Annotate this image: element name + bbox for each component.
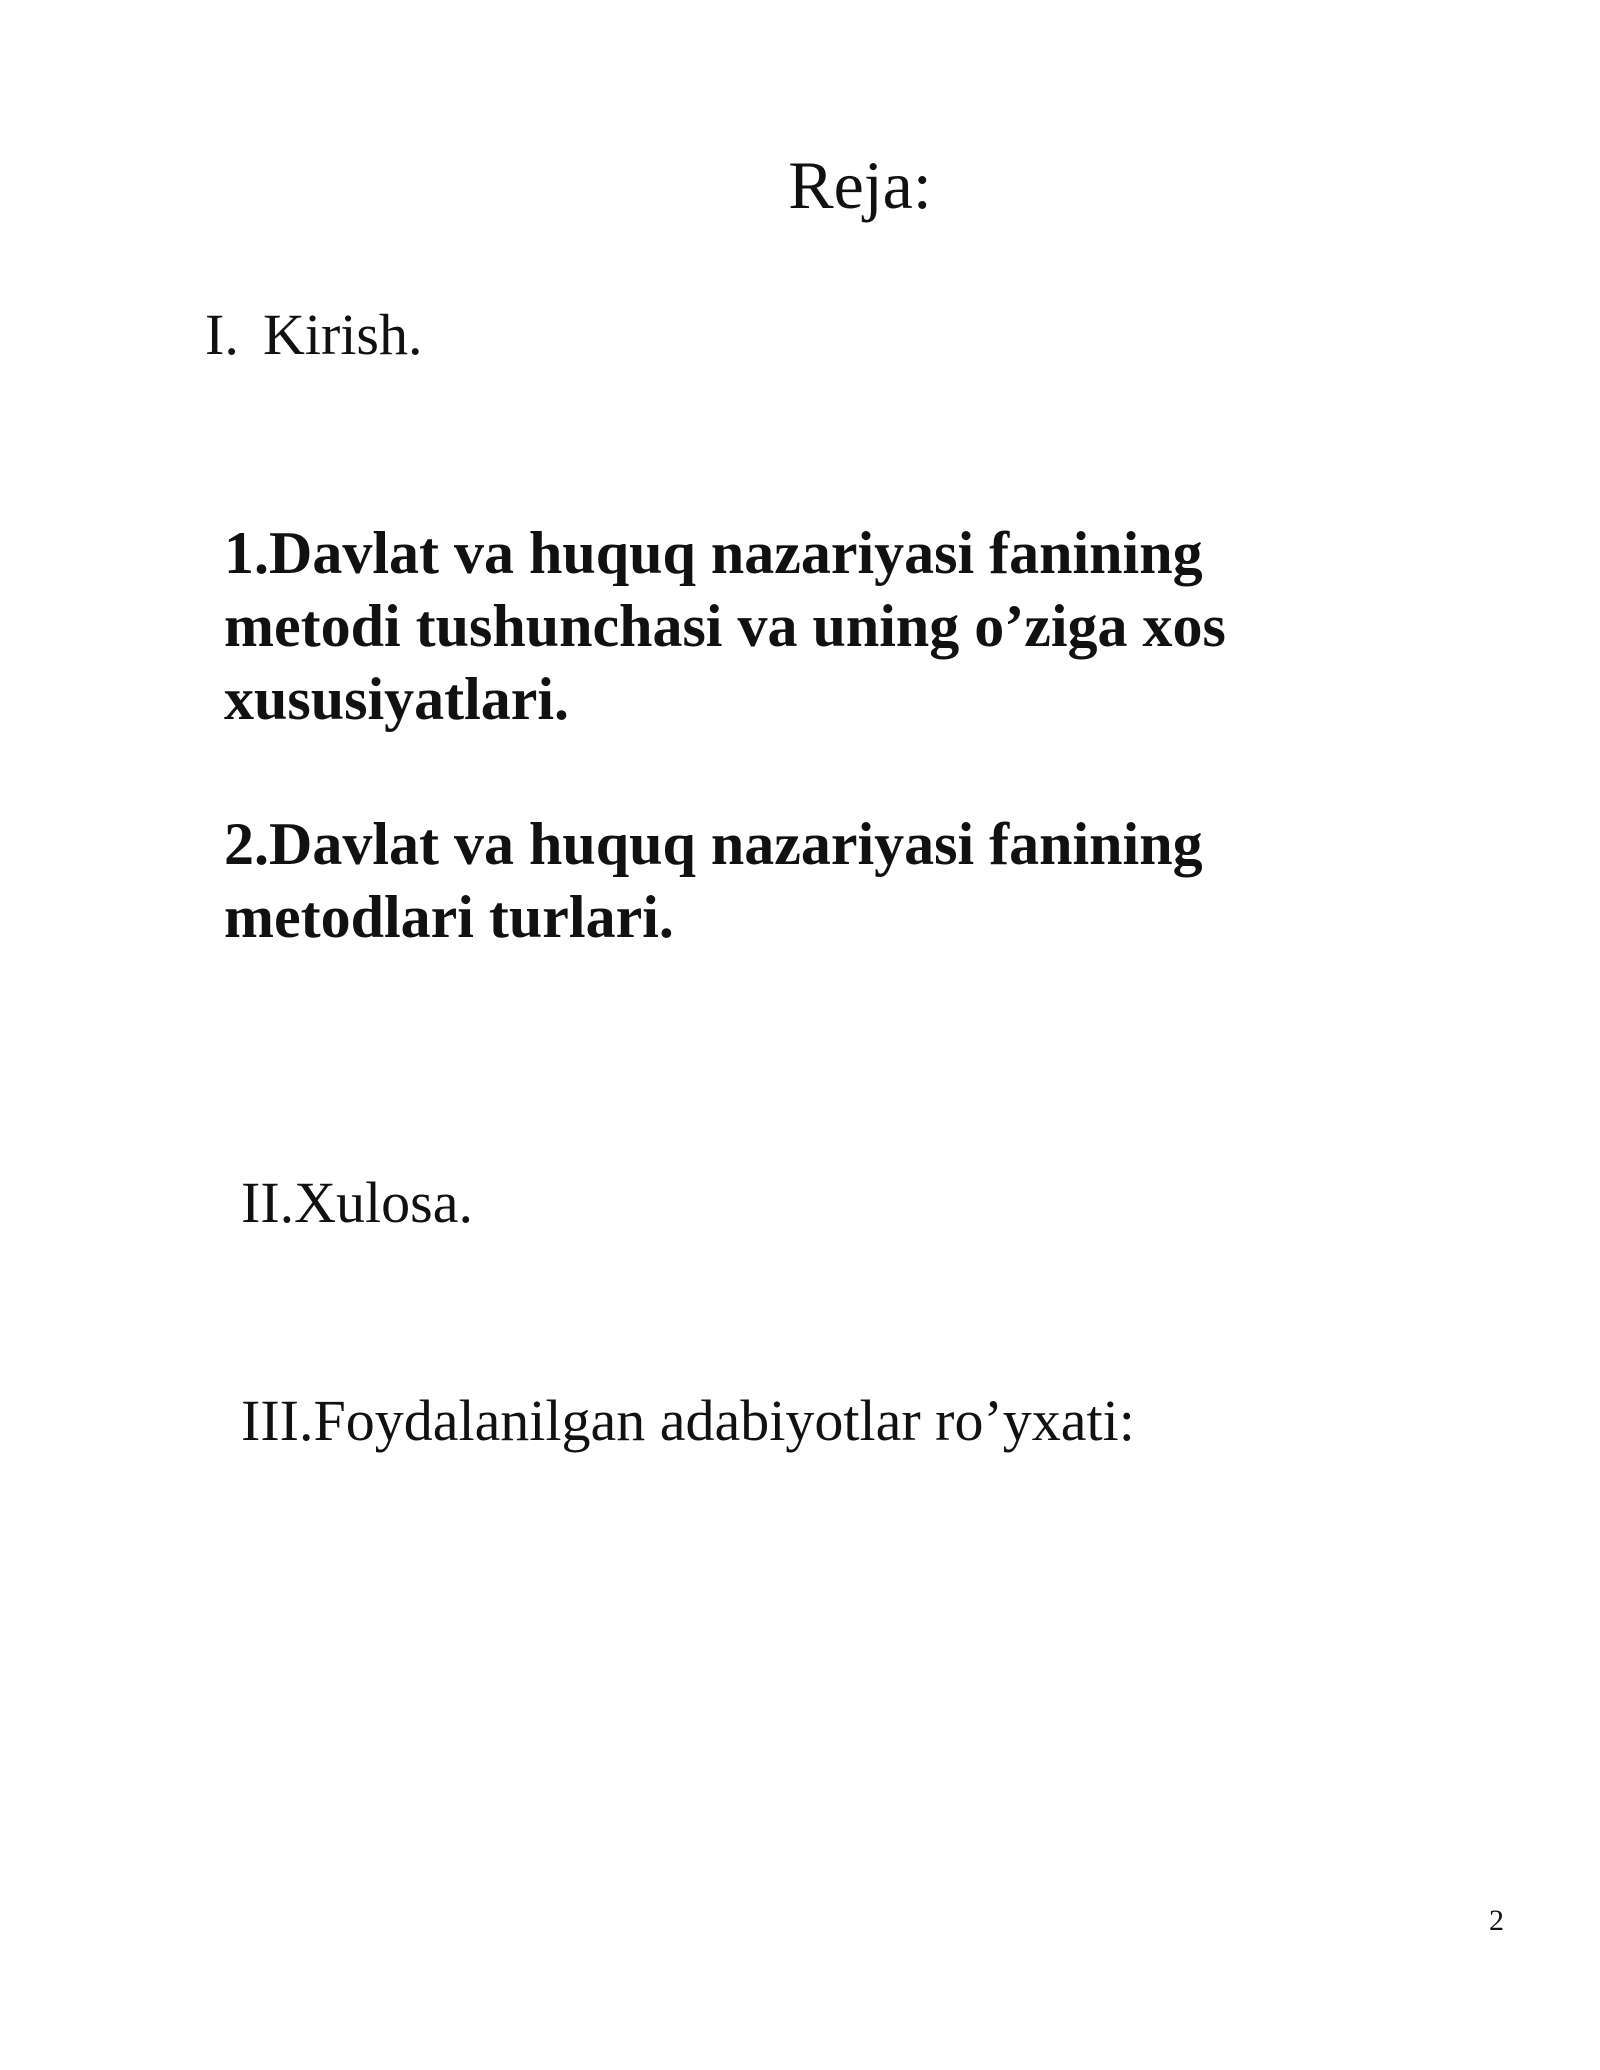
section-intro-numeral: I. (205, 302, 239, 367)
page-title: Reja: (788, 147, 932, 223)
plan-point-2 (224, 808, 1374, 954)
plan-point-2-text: Davlat va huquq nazariyasi fanining metodlari turlari. (224, 811, 1203, 950)
section-references (241, 1388, 1135, 1455)
section-conclusion-numeral: II. (241, 1170, 295, 1235)
plan-point-1-text: Davlat va huquq nazariyasi fanining metodi tushunchasi va uning o’ziga xos xususiyatlari. (224, 520, 1226, 732)
section-conclusion-label: Xulosa. (294, 1170, 473, 1235)
section-intro-label: Kirish. (263, 302, 423, 367)
section-intro (205, 302, 423, 369)
page-number: 2 (1489, 1904, 1504, 1937)
section-references-numeral: III. (241, 1388, 314, 1453)
plan-point-1 (224, 517, 1374, 736)
section-references-label: Foydalanilgan adabiyotlar ro’yxati: (313, 1388, 1135, 1453)
plan-point-2-number: 2. (224, 811, 269, 877)
plan-point-1-number: 1. (224, 520, 269, 586)
section-conclusion (241, 1170, 473, 1237)
